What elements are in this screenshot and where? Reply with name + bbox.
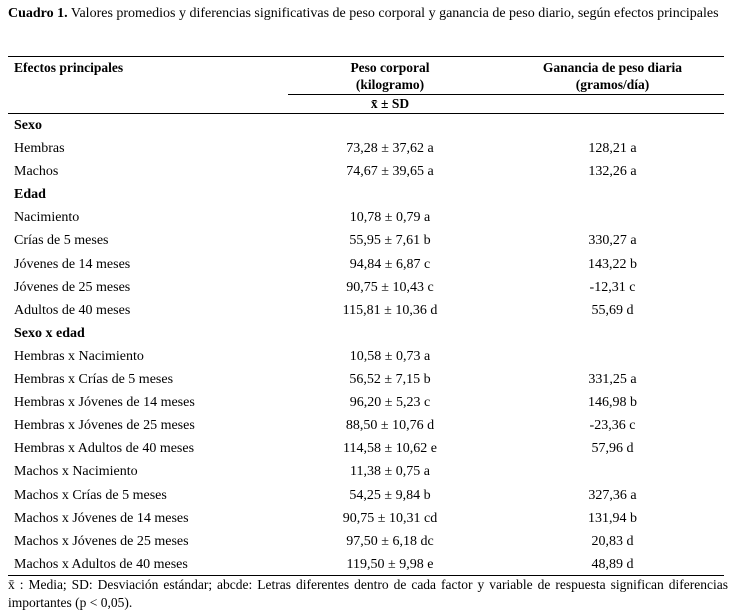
group-label: Sexo x edad (14, 325, 85, 341)
row-label: Hembras x Jóvenes de 14 meses (14, 395, 195, 411)
header-mean-sd: x̄ ± SD (370, 96, 410, 111)
peso-cell: 74,67 ± 39,65 a (346, 164, 434, 180)
footnote: x̄ : Media; SD: Desviación estándar; abcde: Letras diferentes dentro de cada factor y variable de respuesta significan diferencias importantes (p < 0,05). (8, 577, 728, 610)
header-peso-corporal (290, 59, 490, 93)
ganancia-cell: 331,25 a (588, 372, 637, 388)
row-label: Machos x Adultos de 40 meses (14, 556, 188, 572)
ganancia-cell: 330,27 a (588, 233, 637, 249)
table-row (0, 530, 739, 553)
table-row (0, 137, 739, 160)
table-row (0, 553, 739, 576)
row-label: Jóvenes de 14 meses (14, 256, 131, 272)
ganancia-cell: 146,98 b (588, 395, 637, 411)
top-rule (8, 56, 724, 57)
peso-cell: 56,52 ± 7,15 b (349, 372, 431, 388)
row-label: Machos (14, 164, 59, 180)
peso-cell: 10,58 ± 0,73 a (349, 348, 431, 364)
row-label: Machos x Nacimiento (14, 464, 138, 480)
table-row (0, 460, 739, 483)
caption-text: Valores promedios y diferencias significativas de peso corporal y ganancia de peso diario, según efectos principales (70, 6, 719, 21)
ganancia-cell: 143,22 b (588, 256, 637, 272)
ganancia-cell: 131,94 b (588, 510, 637, 526)
row-label: Nacimiento (14, 210, 80, 226)
row-label: Hembras (14, 141, 65, 157)
header-ganancia (520, 59, 705, 93)
peso-cell: 11,38 ± 0,75 a (350, 464, 430, 480)
caption-label: Cuadro 1. (8, 6, 68, 21)
table-row (0, 160, 739, 183)
ganancia-cell: 48,89 d (591, 556, 634, 572)
row-label: Machos x Jóvenes de 14 meses (14, 510, 189, 526)
peso-cell: 88,50 ± 10,76 d (345, 418, 435, 434)
peso-cell: 10,78 ± 0,79 a (349, 210, 431, 226)
header-peso-line2: (kilogramo) (355, 77, 425, 92)
table-row (0, 437, 739, 460)
row-label: Hembras x Crías de 5 meses (14, 372, 174, 388)
table-row (0, 299, 739, 322)
peso-cell: 73,28 ± 37,62 a (346, 141, 434, 157)
ganancia-cell: 55,69 d (591, 302, 634, 318)
table-row (0, 345, 739, 368)
table-row (0, 414, 739, 437)
table-row (0, 276, 739, 299)
row-label: Adultos de 40 meses (14, 302, 131, 318)
table-row (0, 368, 739, 391)
row-label: Hembras x Jóvenes de 25 meses (14, 418, 195, 434)
peso-cell: 94,84 ± 6,87 c (349, 256, 431, 272)
row-label: Machos x Jóvenes de 25 meses (14, 533, 189, 549)
peso-cell: 90,75 ± 10,43 c (346, 279, 434, 295)
peso-cell: 114,58 ± 10,62 e (343, 441, 437, 457)
ganancia-cell: 132,26 a (588, 164, 637, 180)
peso-cell: 119,50 ± 9,98 e (346, 556, 434, 572)
table-row (0, 253, 739, 276)
row-label: Jóvenes de 25 meses (14, 279, 131, 295)
table-row (0, 229, 739, 252)
ganancia-cell: 20,83 d (591, 533, 634, 549)
table-row (0, 484, 739, 507)
peso-cell: 54,25 ± 9,84 b (349, 487, 431, 503)
ganancia-cell: 57,96 d (591, 441, 634, 457)
header-ganancia-line2: (gramos/día) (575, 77, 650, 92)
peso-cell: 97,50 ± 6,18 dc (346, 533, 434, 549)
row-label: Machos x Crías de 5 meses (14, 487, 167, 503)
group-label: Sexo (14, 118, 42, 133)
row-label: Crías de 5 meses (14, 233, 109, 249)
ganancia-cell: -23,36 c (589, 418, 636, 434)
table-caption (8, 5, 728, 23)
peso-cell: 90,75 ± 10,31 cd (342, 510, 438, 526)
row-label: Hembras x Adultos de 40 meses (14, 441, 195, 457)
group-header-row (0, 322, 739, 345)
header-effects: Efectos principales (14, 60, 124, 75)
ganancia-cell: 327,36 a (588, 487, 637, 503)
header-peso-line1: Peso corporal (350, 60, 430, 75)
table-row (0, 391, 739, 414)
table-row (0, 507, 739, 530)
row-label: Hembras x Nacimiento (14, 348, 144, 364)
table-row (0, 206, 739, 229)
ganancia-cell: -12,31 c (589, 279, 636, 295)
group-header-row (0, 183, 739, 206)
group-header-row (0, 114, 739, 137)
peso-cell: 55,95 ± 7,61 b (349, 233, 431, 249)
peso-cell: 96,20 ± 5,23 c (349, 395, 431, 411)
ganancia-cell: 128,21 a (588, 141, 637, 157)
header-ganancia-line1: Ganancia de peso diaria (542, 60, 683, 75)
peso-cell: 115,81 ± 10,36 d (342, 302, 438, 318)
table-body (0, 114, 739, 576)
group-label: Edad (14, 187, 46, 203)
